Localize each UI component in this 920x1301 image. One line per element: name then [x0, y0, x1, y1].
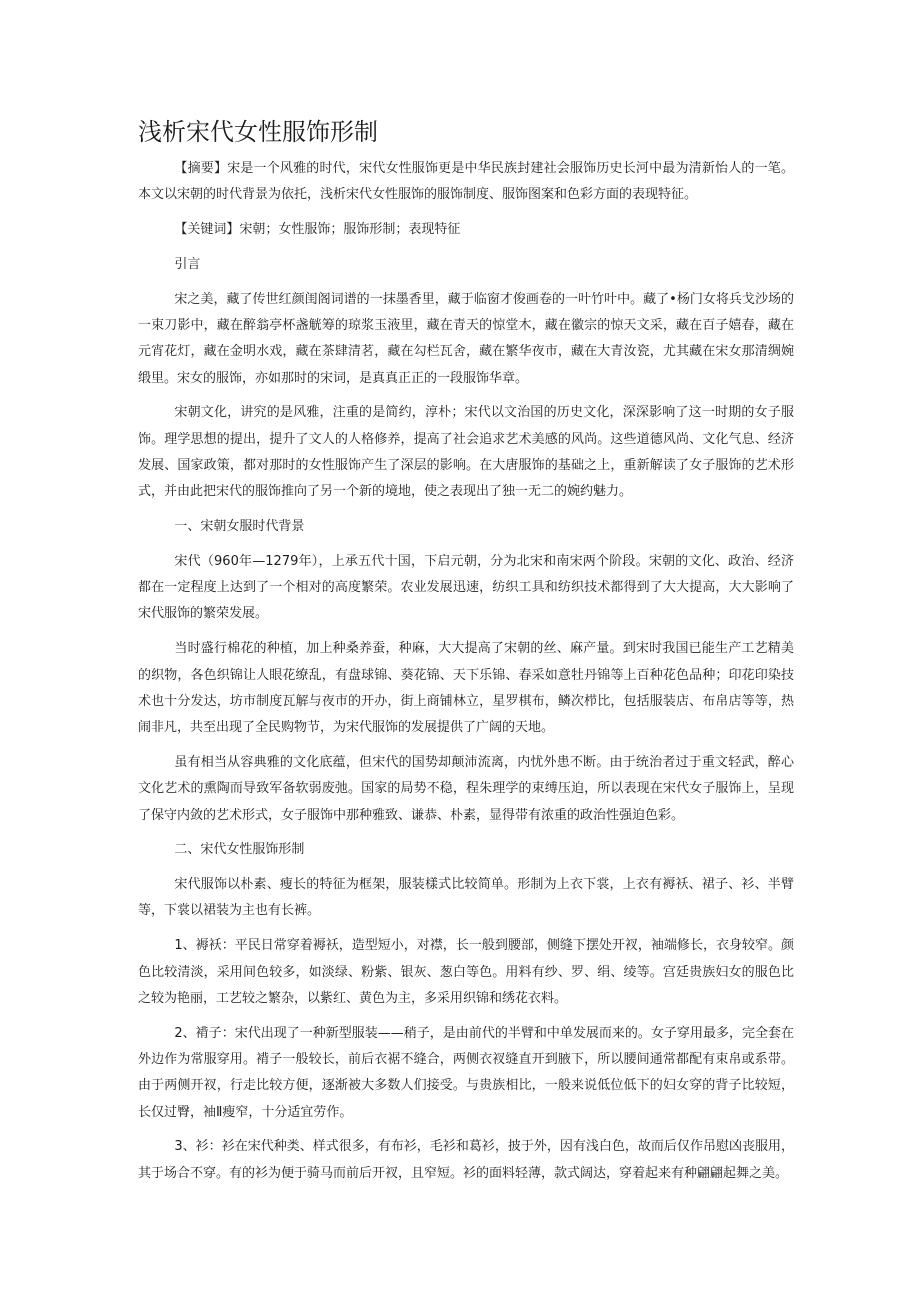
document-title: 浅析宋代女性服饰形制	[138, 118, 378, 146]
body-paragraph: 1、褥袄：平民日常穿着褥袄，造型短小，对襟，长一般到腰部，侧缝下摆处开衩，袖端修长，衣身较窄。颜色比较清淡，采用间色较多，如淡绿、粉紫、银灰、葱白等色。用料有纱、罗、绢、绫等。宫廷贵族妇女的服色比之较为艳丽，工艺较之繁杂，以紫红、黄色为主，多采用织锦和绣花衣料。	[138, 938, 794, 1006]
section-heading-forms: 二、宋代女性服饰形制	[174, 842, 305, 858]
document-body	[138, 156, 794, 1195]
section-heading-introduction: 引言	[174, 256, 201, 272]
body-paragraph: 宋代服饰以朴素、瘦长的特征为框架，服装樣式比较简单。形制为上衣下裳，上衣有褥袄、裙子、衫、半臂等，下裳以裙装为主也有长裤。	[138, 877, 794, 919]
body-paragraph: 宋代（960年—1279年），上承五代十国，下启元朝，分为北宋和南宋两个阶段。宋朝的文化、政治、经济都在一定程度上达到了一个相对的高度繁荣。农业发展迅速，纺织工具和纺织技术都得到了大大提高，大大影响了宋代服饰的繁荣发展。	[138, 553, 794, 622]
body-paragraph: 虽有相当从容典雅的文化底蕴，但宋代的国势却颠沛流离，内忧外患不断。由于统治者过于重文轻武，醉心文化艺术的熏陶而导致军备软弱废弛。国家的局势不稳，程朱理学的束缚压迫，所以表现在宋代女子服饰上，呈现了保守内敛的艺术形式，女子服饰中那种雅致、谦恭、朴素，显得带有浓重的政治性强迫色彩。	[138, 754, 794, 823]
section-heading-background: 一、宋朝女服时代背景	[174, 519, 305, 535]
body-paragraph: 2、褙子：宋代出现了一种新型服装——稍子，是由前代的半臂和中单发展而来的。女子穿用最多，完全套在外边作为常服穿用。褙子一般较长，前后衣裾不缝合，两侧衣衩缝直开到腋下，所以腰间通常都配有束帛或系带。由于两侧开衩，行走比较方便，逐渐被大多数人们接受。与贵族相比，一般来说低位低下的妇女穿的背子比较短，长仅过臀，袖Ⅱ瘦窄，十分适宜劳作。	[138, 1025, 794, 1120]
body-paragraph: 当时盛行棉花的种植，加上种桑养蚕，种麻，大大提高了宋朝的丝、麻产量。到宋时我国已能生产工艺精美的织物，各色织锦让人眼花缭乱，有盘球锦、葵花锦、天下乐锦、春采如意牡丹锦等上百种花色品种；印花印染技术也十分发达，坊市制度瓦解与夜市的开办，街上商铺林立，星罗棋布，鳞次栉比，包括服装店、布帛店等等，热闹非凡，共至出现了全民购物节，为宋代服饰的发展提供了广阔的天地。	[138, 641, 794, 736]
keywords-paragraph: 【关键词】宋朝；女性服饰；服饰形制；表现特征	[174, 222, 461, 238]
abstract-paragraph: 【摘要】宋是一个风雅的时代，宋代女性服饰更是中华民族封建社会服饰历史长河中最为清新怡人的一笔。本文以宋朝的时代背景为依托，浅析宋代女性服饰的服饰制度、服饰图案和色彩方面的表现特征。	[138, 161, 794, 203]
body-paragraph: 宋朝文化，讲究的是风雅，注重的是简约，淳朴；宋代以文治国的历史文化，深深影响了这一时期的女子服饰。理学思想的提出，提升了文人的人格修养，提高了社会追求艺术美感的风尚。这些道德风尚、文化气息、经济发展、国家政策，都对那时的女性服饰产生了深层的影响。在大唐服饰的基础之上，重新解读了女子服饰的艺术形式，并由此把宋代的服饰推向了另一个新的境地，使之表现出了独一无二的婉约魅力。	[138, 405, 794, 500]
body-paragraph: 3、衫：衫在宋代种类、样式很多，有布衫，毛衫和葛衫，披于外，因有浅白色，故而后仅作吊慰凶丧服用，其于场合不穿。有的衫为便于骑马而前后开衩，且窄短。衫的面料轻薄，款式阔达，穿着起来有种翩翩起舞之美。	[138, 1139, 794, 1181]
body-paragraph: 宋之美，藏了传世红颜闺阁词谱的一抹墨香里，藏于临窗才俊画卷的一叶竹叶中。藏了•杨门女将兵戈沙场的一束刀影中，藏在醉翁亭杯盏觥筹的琼浆玉液里，藏在青天的惊堂木，藏在徽宗的惊天文采，藏在百子嬉春，藏在元宵花灯，藏在金明水戏，藏在茶肆清茗，藏在勾栏瓦舍，藏在繁华夜市，藏在大青汝瓷，尤其藏在宋女那清绸婉缎里。宋女的服饰，亦如那时的宋词，是真真正正的一段服饰华章。	[138, 291, 794, 386]
